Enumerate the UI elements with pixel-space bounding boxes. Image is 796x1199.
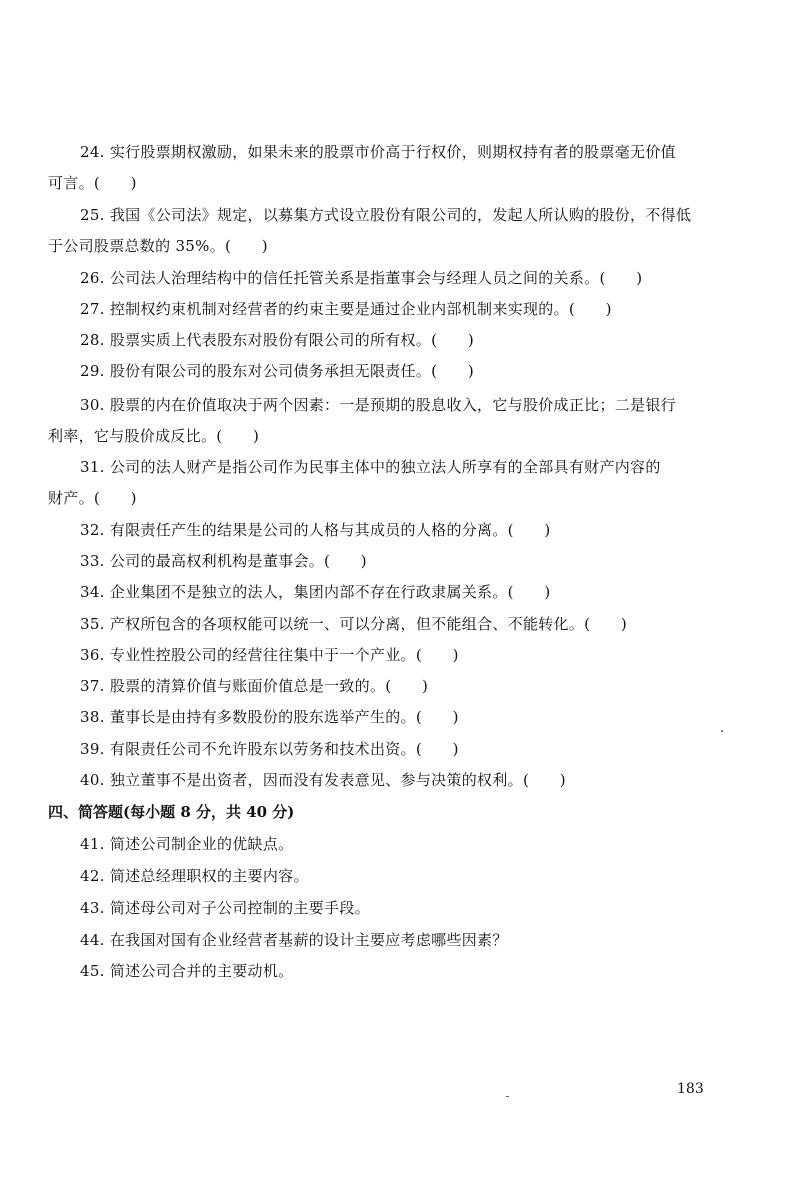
question-text-continued: 于公司股票总数的 35%。( )	[48, 237, 268, 255]
question-text: 企业集团不是独立的法人，集团内部不存在行政隶属关系。( )	[109, 583, 551, 601]
question-text-continued: 可言。( )	[48, 174, 137, 192]
question-number: 32.	[80, 521, 105, 539]
question-number: 35.	[80, 615, 105, 633]
question-number: 38.	[80, 708, 105, 726]
question-text: 独立董事不是出资者，因而没有发表意见、参与决策的权利。( )	[109, 771, 566, 789]
question-text: 公司的最高权利机构是董事会。( )	[109, 552, 367, 570]
question-number: 29.	[80, 362, 105, 380]
question-number: 45.	[80, 962, 105, 980]
question-29	[48, 356, 748, 387]
page-number: 183	[677, 1081, 704, 1097]
question-text: 产权所包含的各项权能可以统一、可以分离，但不能组合、不能转化。( )	[109, 615, 628, 633]
question-text: 董事长是由持有多数股份的股东选举产生的。( )	[109, 708, 459, 726]
question-number: 25.	[80, 206, 105, 224]
question-number: 31.	[80, 458, 105, 476]
question-text: 公司法人治理结构中的信任托管关系是指董事会与经理人员之间的关系。( )	[109, 269, 643, 287]
short-answer-45	[48, 956, 748, 987]
question-number: 24.	[80, 143, 105, 161]
question-37	[48, 671, 748, 702]
question-text: 简述公司制企业的优缺点。	[109, 835, 294, 853]
question-number: 33.	[80, 552, 105, 570]
question-text: 公司的法人财产是指公司作为民事主体中的独立法人所享有的全部具有财产内容的	[109, 458, 661, 476]
short-answer-42	[48, 861, 748, 892]
question-text: 简述母公司对子公司控制的主要手段。	[109, 899, 370, 917]
question-31	[48, 452, 748, 514]
section-heading: 四、简答题(每小题 8 分，共 40 分)	[48, 803, 295, 821]
question-text: 简述公司合并的主要动机。	[109, 962, 294, 980]
question-32	[48, 515, 748, 546]
question-text: 有限责任公司不允许股东以劳务和技术出资。( )	[109, 740, 459, 758]
question-number: 30.	[80, 396, 105, 414]
question-number: 28.	[80, 331, 105, 349]
question-28	[48, 325, 748, 356]
question-36	[48, 640, 748, 671]
question-27	[48, 294, 748, 325]
question-text: 在我国对国有企业经营者基薪的设计主要应考虑哪些因素？	[109, 931, 508, 949]
question-26	[48, 263, 748, 294]
question-number: 26.	[80, 269, 105, 287]
question-number: 34.	[80, 583, 105, 601]
question-25	[48, 200, 748, 262]
question-number: 41.	[80, 835, 105, 853]
question-text: 股票的内在价值取决于两个因素：一是预期的股息收入，它与股价成正比；二是银行	[109, 396, 676, 414]
scan-speck	[506, 1096, 509, 1097]
question-text: 股票的清算价值与账面价值总是一致的。( )	[109, 677, 429, 695]
question-35	[48, 609, 748, 640]
scan-speck	[721, 730, 723, 732]
question-text: 有限责任产生的结果是公司的人格与其成员的人格的分离。( )	[109, 521, 551, 539]
question-34	[48, 577, 748, 608]
question-number: 44.	[80, 931, 105, 949]
question-text: 股份有限公司的股东对公司债务承担无限责任。( )	[109, 362, 475, 380]
question-text: 控制权约束机制对经营者的约束主要是通过企业内部机制来实现的。( )	[109, 300, 612, 318]
question-38	[48, 702, 748, 733]
question-text: 专业性控股公司的经营往往集中于一个产业。( )	[109, 646, 459, 664]
question-number: 43.	[80, 899, 105, 917]
question-text: 实行股票期权激励，如果未来的股票市价高于行权价，则期权持有者的股票毫无价值	[109, 143, 676, 161]
question-text: 我国《公司法》规定，以募集方式设立股份有限公司的，发起人所认购的股份，不得低	[109, 206, 692, 224]
question-33	[48, 546, 748, 577]
question-text-continued: 财产。( )	[48, 489, 137, 507]
question-number: 36.	[80, 646, 105, 664]
short-answer-44	[48, 925, 748, 956]
question-text: 股票实质上代表股东对股份有限公司的所有权。( )	[109, 331, 475, 349]
question-40	[48, 765, 748, 796]
question-text: 简述总经理职权的主要内容。	[109, 867, 309, 885]
question-24	[48, 137, 748, 199]
question-30	[48, 390, 748, 452]
question-text-continued: 利率，它与股价成反比。( )	[48, 427, 260, 445]
question-39	[48, 734, 748, 765]
short-answer-41	[48, 829, 748, 860]
question-number: 40.	[80, 771, 105, 789]
question-number: 39.	[80, 740, 105, 758]
question-number: 27.	[80, 300, 105, 318]
short-answer-43	[48, 893, 748, 924]
question-number: 37.	[80, 677, 105, 695]
question-number: 42.	[80, 867, 105, 885]
